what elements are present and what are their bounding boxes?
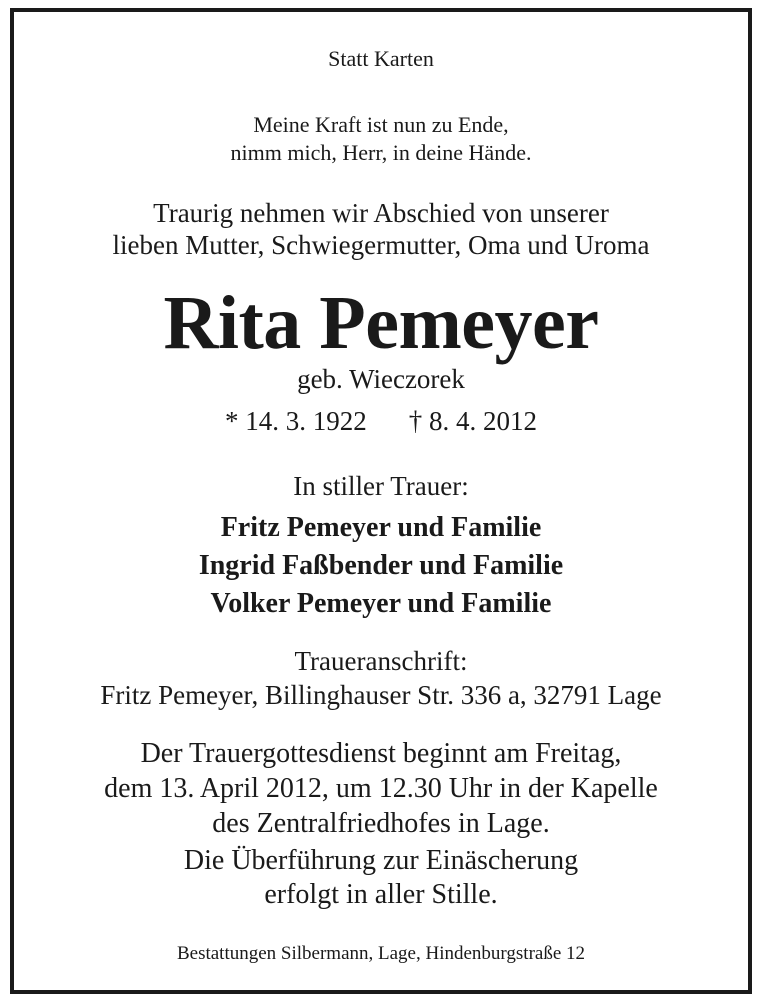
header-statt-karten: Statt Karten <box>328 46 434 71</box>
intro-line-2: lieben Mutter, Schwiegermutter, Oma und Uroma <box>112 230 650 260</box>
address-heading: Traueranschrift: <box>294 646 468 676</box>
service-line-1: Der Trauergottesdienst beginnt am Freitag, <box>140 738 622 769</box>
birth-name: geb. Wieczorek <box>297 364 465 394</box>
cremation-line-1: Die Überführung zur Einäscherung <box>183 845 579 876</box>
verse-line-1: Meine Kraft ist nun zu Ende, <box>253 112 509 137</box>
life-dates <box>0 406 762 437</box>
address: Fritz Pemeyer, Billinghauser Str. 336 a, 32791 Lage <box>100 680 662 710</box>
death-date: † 8. 4. 2012 <box>408 406 537 436</box>
service-line-3: des Zentralfriedhofes in Lage. <box>212 808 550 839</box>
verse-line-2: nimm mich, Herr, in deine Hände. <box>230 140 532 165</box>
mourner-line-1: Fritz Pemeyer und Familie <box>220 512 542 543</box>
mourner-line-2: Ingrid Faßbender und Familie <box>198 550 564 581</box>
mourners-heading: In stiller Trauer: <box>293 471 469 501</box>
funeral-home: Bestattungen Silbermann, Lage, Hindenburgstraße 12 <box>176 943 586 964</box>
birth-date: * 14. 3. 1922 <box>225 406 367 436</box>
cremation-line-2: erfolgt in aller Stille. <box>264 879 498 910</box>
deceased-name: Rita Pemeyer <box>163 281 599 365</box>
mourner-line-3: Volker Pemeyer und Familie <box>210 588 552 619</box>
service-line-2: dem 13. April 2012, um 12.30 Uhr in der Kapelle <box>104 773 658 804</box>
intro-line-1: Traurig nehmen wir Abschied von unserer <box>153 198 609 228</box>
